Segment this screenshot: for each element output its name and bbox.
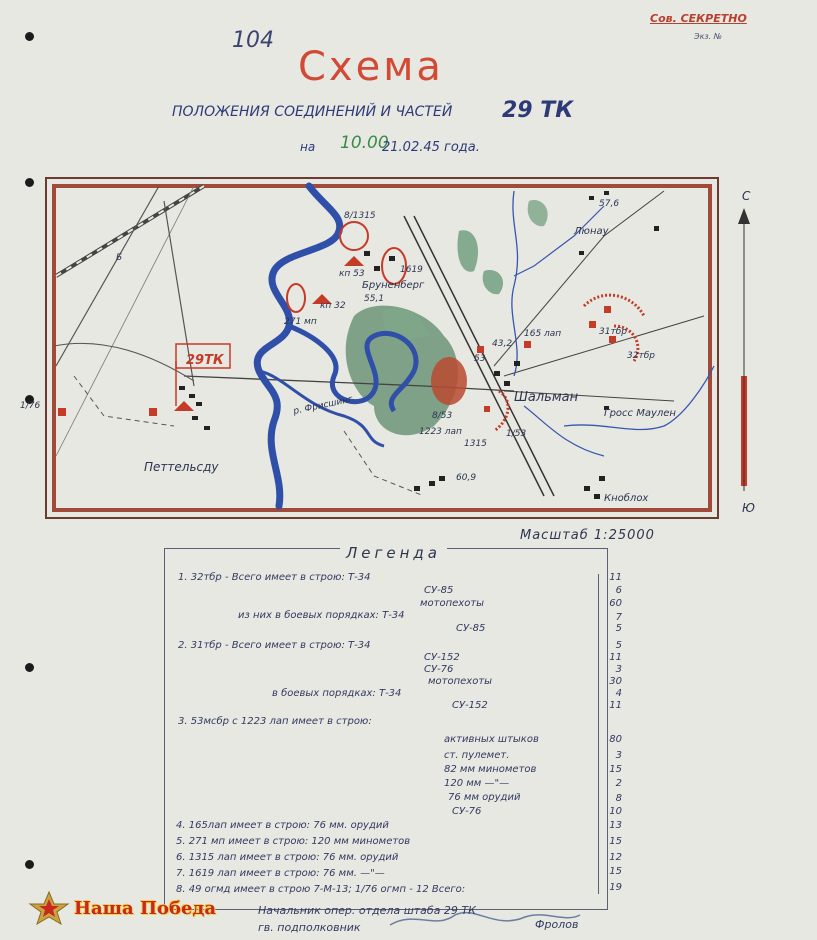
unit-label: 165 лап [524, 329, 562, 339]
unit-label: кп 53 [339, 269, 365, 279]
legend-row: 4. 165лап имеет в строю: 76 мм. орудий [176, 820, 389, 831]
track [74, 376, 174, 426]
unit-label: кп 32 [320, 301, 346, 311]
legend-row: СУ-85 [456, 623, 486, 634]
legend-row: ст. пулемет. [444, 750, 510, 761]
place-label-knobloch: Кноблох [604, 493, 649, 504]
legend-value: 15 [609, 764, 622, 775]
forest-area [528, 200, 548, 226]
legend-row: 82 мм минометов [444, 764, 537, 775]
track [344, 431, 424, 496]
legend-row: СУ-152 [452, 700, 488, 711]
unit-label: 8/53 [432, 411, 453, 421]
tactical-map [20, 176, 764, 521]
legend-value: 19 [609, 882, 622, 893]
legend-value: 6 [615, 585, 622, 596]
stream [512, 191, 518, 376]
stream [564, 366, 714, 430]
legend-value: 12 [609, 852, 622, 863]
legend-row: из них в боевых порядках: Т-34 [238, 610, 405, 621]
copy-number-label: Экз. № [694, 32, 723, 41]
legend-value: 13 [609, 820, 622, 831]
road [504, 316, 704, 376]
legend-column-rule [598, 574, 599, 894]
legend-row: в боевых порядках: Т-34 [272, 688, 402, 699]
document-subtitle: ПОЛОЖЕНИЯ СОЕДИНЕНИЙ И ЧАСТЕЙ [172, 104, 453, 120]
place-label-shalman: Шальман [514, 390, 579, 405]
unit-label: 31тбр [599, 327, 627, 337]
legend-row: 7. 1619 лап имеет в строю: 76 мм. —"— [176, 868, 385, 879]
legend-value: 7 [615, 612, 622, 623]
unit-label: 271 мп [284, 317, 317, 327]
legend-value: 10 [609, 806, 622, 817]
legend-row: 6. 1315 лап имеет в строю: 76 мм. орудий [176, 852, 399, 863]
legend-value: 15 [609, 866, 622, 877]
legend-value: 5 [615, 640, 622, 651]
stream [524, 406, 604, 456]
signature-name: Фролов [535, 918, 579, 931]
river-main [257, 186, 340, 506]
stream [514, 206, 604, 276]
legend-row: 5. 271 мп имеет в строю: 120 мм минометов [176, 836, 411, 847]
place-label-pettelsdu: Петтельсду [144, 460, 219, 474]
north-arrow [738, 189, 755, 515]
red-markings [58, 222, 616, 416]
legend-value: 60 [609, 598, 622, 609]
archive-number: 104 [232, 28, 274, 53]
unit-label: 1/53 [506, 429, 527, 439]
unit-label-29tk: 29ТК [186, 353, 224, 368]
legend-row: СУ-76 [452, 806, 482, 817]
legend-row: 76 мм орудий [448, 792, 521, 803]
legend-value: 80 [609, 734, 622, 745]
road [56, 186, 194, 456]
place-label-brunenberg: Бруненберг [362, 280, 425, 291]
legend-row: СУ-85 [424, 585, 454, 596]
road [494, 191, 664, 366]
legend-value: 5 [615, 623, 622, 634]
legend-value: 30 [609, 676, 622, 687]
legend-row: 1. 32тбр - Всего имеет в строю: Т-34 [178, 572, 371, 583]
height-label: 60,9 [456, 473, 477, 483]
report-date: 21.02.45 года. [382, 140, 480, 155]
unit-label: 1/76 [20, 401, 41, 411]
legend-row: 2. 31тбр - Всего имеет в строю: Т-34 [178, 640, 371, 651]
legend-row: СУ-76 [424, 664, 454, 675]
height-label: 55,1 [364, 294, 385, 304]
legend-title: Легенда [340, 544, 447, 562]
unit-label: 53 [474, 354, 486, 364]
legend-value: 8 [615, 793, 622, 804]
map-scale: Масштаб 1:25000 [520, 528, 655, 543]
legend-value: 11 [609, 652, 622, 663]
legend-value: 2 [615, 778, 622, 789]
legend-value: 3 [615, 664, 622, 675]
legend-value: 3 [615, 750, 622, 761]
compass-north: С [742, 189, 751, 203]
date-prefix: на [300, 140, 316, 154]
unit-label: 1315 [464, 439, 487, 449]
legend-row: активных штыков [444, 734, 539, 745]
compass-south: Ю [742, 501, 755, 515]
forest-area [457, 230, 478, 272]
report-time: 10.00 [340, 133, 389, 153]
legend-value: 4 [615, 688, 622, 699]
frontline-31tbr [584, 295, 644, 316]
road [56, 186, 159, 366]
legend-row: 120 мм —"— [444, 778, 510, 789]
river-label: р. Фрисшинг [292, 394, 354, 417]
unit-label: Б [116, 253, 123, 263]
binder-hole [25, 32, 34, 41]
binder-hole [25, 860, 34, 869]
signature-line-1: Начальник опер. отдела штаба 29 ТК [258, 904, 476, 917]
legend-row: мотопехоты [420, 598, 485, 609]
place-label-gross-maulen: Гросс Маулен [604, 408, 676, 419]
railway-ties [56, 186, 204, 276]
signature-line-2: гв. подполковник [258, 921, 361, 934]
legend-value: 15 [609, 836, 622, 847]
legend-row: 3. 53мсбр с 1223 лап имеет в строю: [178, 716, 372, 727]
legend-value: 11 [609, 572, 622, 583]
classification-stamp: Сов. СЕКРЕТНО [650, 12, 747, 25]
watermark-logo-text: Наша Победа [74, 898, 217, 919]
legend-row: 8. 49 огмд имеет в строю 7-М-13; 1/76 огмп - 12 Всего: [176, 884, 466, 895]
corps-designation: 29 ТК [502, 98, 574, 123]
document-title: Схема [298, 44, 444, 90]
legend-value: 11 [609, 700, 622, 711]
forest-area [483, 270, 503, 294]
legend-row: СУ-152 [424, 652, 460, 663]
height-label: 43,2 [492, 339, 513, 349]
unit-label: 8/1315 [344, 211, 376, 221]
place-label-lyunau: Люнау [574, 226, 609, 237]
height-label: 57,6 [599, 199, 620, 209]
binder-hole [25, 178, 34, 187]
binder-hole [25, 663, 34, 672]
legend-row: мотопехоты [428, 676, 493, 687]
unit-label: 1619 [400, 265, 423, 275]
unit-label: 1223 лап [419, 427, 462, 437]
road [54, 343, 194, 381]
unit-label: 32тбр [627, 351, 655, 361]
